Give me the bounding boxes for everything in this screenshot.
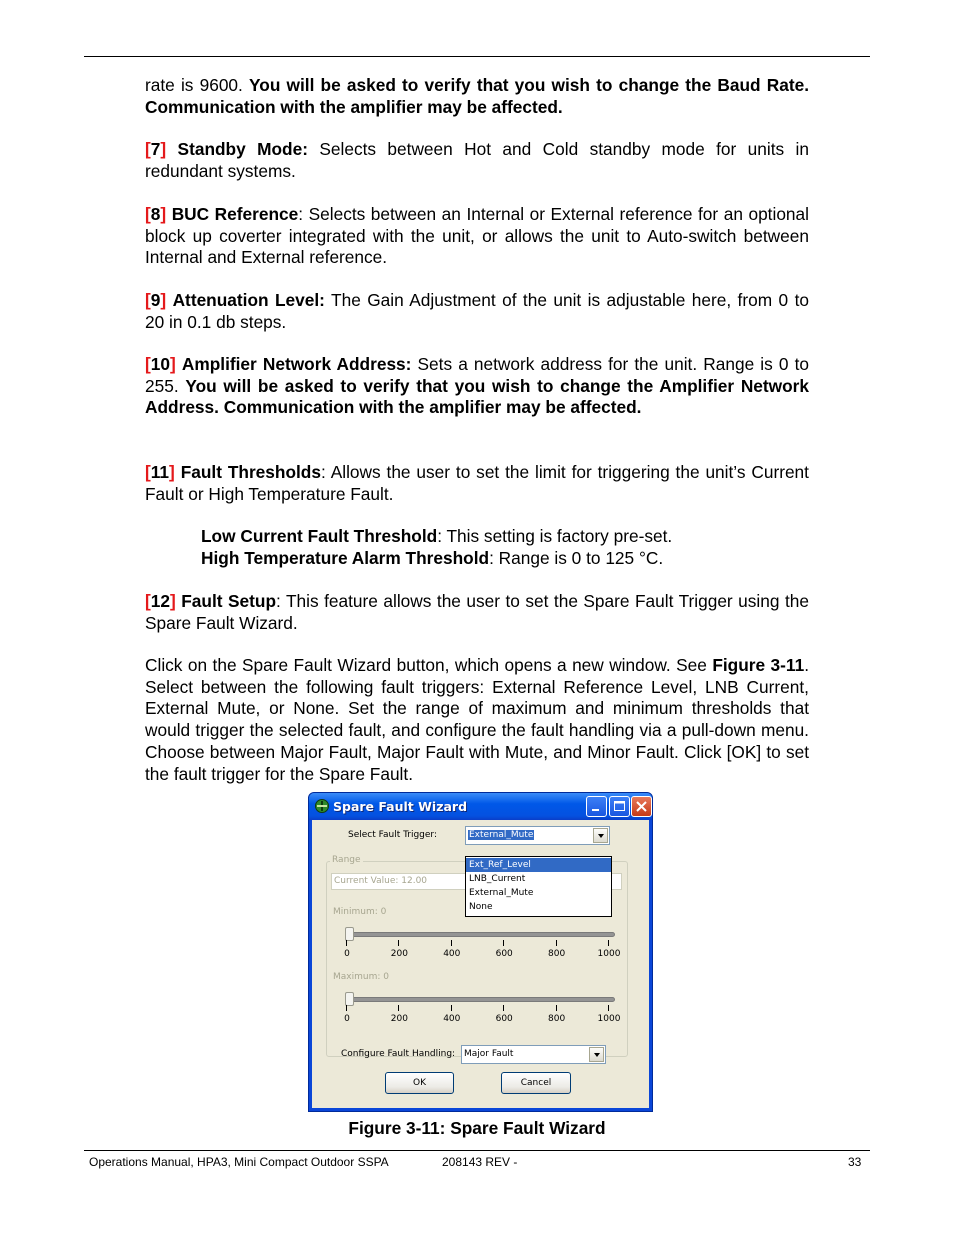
maximum-slider-thumb[interactable]: [345, 992, 354, 1006]
trigger-option[interactable]: External_Mute: [469, 888, 534, 898]
window-title: Spare Fault Wizard: [333, 799, 468, 814]
threshold-list: [145, 526, 865, 569]
paragraph-fault-thresholds: [11] Fault Thresholds: Allows the user to set the limit for triggering the unit’s Current Fault or High Temperature Fault.: [145, 462, 809, 504]
minimum-slider-tick-label: 800: [548, 949, 566, 959]
paragraph-network-address: [10] Amplifier Network Address: Sets a network address for the unit. Range is 0 to 255. You will be asked to verify that you wish to change the Amplifier Network Address. Communication with the amplifier may be affected.: [145, 354, 809, 418]
fault-handling-select[interactable]: [461, 1045, 606, 1064]
footer-document-title: Operations Manual, HPA3, Mini Compact Outdoor SSPA: [89, 1155, 389, 1169]
minimum-slider-tick-label: 1000: [597, 949, 621, 959]
minimum-slider-tick-label: 600: [495, 949, 513, 959]
footer-revision: 208143 REV -: [442, 1155, 518, 1169]
maximum-label: Maximum: 0: [333, 972, 389, 982]
figure-caption: Figure 3-11: Spare Fault Wizard: [348, 1118, 606, 1138]
configure-fault-handling-label: Configure Fault Handling:: [341, 1049, 456, 1059]
maximum-slider-tick-label: 600: [495, 1014, 513, 1024]
minimum-slider-tick: [346, 940, 347, 946]
maximum-slider-tick: [346, 1005, 347, 1011]
minimum-slider-tick: [556, 940, 557, 946]
trigger-option[interactable]: Ext_Ref_Level: [466, 858, 611, 872]
minimum-slider-tick-label: 200: [390, 949, 408, 959]
minimum-slider-thumb[interactable]: [345, 927, 354, 941]
maximum-slider-tick: [451, 1005, 452, 1011]
trigger-option[interactable]: None: [469, 902, 493, 912]
maximum-slider-tick: [608, 1005, 609, 1011]
app-icon: [314, 798, 330, 814]
maximum-slider-track[interactable]: [345, 997, 615, 1002]
paragraph-wizard-instructions: Click on the Spare Fault Wizard button, which opens a new window. See Figure 3-11. Select between the following fault triggers: External Reference Level, LNB Current, External Mute, or None. Set the range of maximum and minimum thresholds that would trigger the selected fault, and configure the fault handling via a pull-down menu. Choose between Major Fault, Major Fault with Mute, and Minor Fault. Click [OK] to set the fault trigger for the Spare Fault.: [145, 655, 809, 784]
fault-trigger-select[interactable]: [465, 826, 610, 845]
chevron-down-icon[interactable]: [589, 1047, 604, 1062]
maximum-slider-tick-label: 400: [443, 1014, 461, 1024]
paragraph-buc-reference: [8] BUC Reference: Selects between an Internal or External reference for an optional block up coverter integrated with the unit, or allows the unit to Auto-switch between Internal and External reference.: [145, 204, 809, 268]
select-fault-trigger-label: Select Fault Trigger:: [348, 830, 437, 840]
chevron-down-icon[interactable]: [593, 828, 608, 843]
minimum-slider-tick: [451, 940, 452, 946]
fault-trigger-value: External_Mute: [469, 830, 534, 840]
minimum-slider-tick: [503, 940, 504, 946]
paragraph-attenuation-level: [9] Attenuation Level: The Gain Adjustment of the unit is adjustable here, from 0 to 20 in 0.1 db steps.: [145, 290, 809, 332]
maximize-button[interactable]: [609, 796, 630, 817]
close-icon: [632, 797, 651, 816]
threshold-high-temperature: High Temperature Alarm Threshold: Range is 0 to 125 °C.: [201, 547, 664, 568]
minimum-slider-tick-label: 400: [443, 949, 461, 959]
spare-fault-wizard-window: [308, 792, 653, 1112]
maximum-slider-tick-label: 0: [344, 1014, 350, 1024]
paragraph-baud-rate: rate is 9600. You will be asked to verify that you wish to change the Baud Rate. Communication with the amplifier may be affected.: [145, 75, 809, 117]
threshold-low-current: Low Current Fault Threshold: This setting is factory pre-set.: [201, 526, 673, 546]
range-label: Range: [332, 855, 361, 865]
minimize-icon: [587, 797, 606, 816]
minimum-slider-tick-label: 0: [344, 949, 350, 959]
paragraph-fault-setup: [12] Fault Setup: This feature allows the user to set the Spare Fault Trigger using the Spare Fault Wizard.: [145, 591, 809, 633]
window-titlebar: [309, 793, 652, 820]
close-button[interactable]: [631, 796, 652, 817]
maximum-slider-tick-label: 1000: [597, 1014, 621, 1024]
minimize-button[interactable]: [586, 796, 607, 817]
header-rule: [84, 56, 870, 57]
minimum-label: Minimum: 0: [333, 907, 387, 917]
fault-handling-value: Major Fault: [464, 1049, 514, 1059]
footer-rule: [84, 1150, 870, 1151]
trigger-option[interactable]: LNB_Current: [469, 874, 526, 884]
ok-button[interactable]: OK: [385, 1072, 454, 1094]
footer-page-number: 33: [848, 1155, 862, 1169]
minimum-slider-track[interactable]: [345, 932, 615, 937]
cancel-button[interactable]: Cancel: [501, 1072, 571, 1094]
maximum-slider-tick: [556, 1005, 557, 1011]
paragraph-standby-mode: [7] Standby Mode: Selects between Hot and Cold standby mode for units in redundant systems.: [145, 139, 809, 181]
current-value-text: Current Value: 12.00: [334, 876, 428, 886]
maximum-slider-tick: [398, 1005, 399, 1011]
maximize-icon: [610, 797, 629, 816]
maximum-slider-tick: [503, 1005, 504, 1011]
minimum-slider-tick: [398, 940, 399, 946]
maximum-slider-tick-label: 800: [548, 1014, 566, 1024]
maximum-slider-tick-label: 200: [390, 1014, 408, 1024]
fault-trigger-dropdown-list: [465, 856, 612, 917]
window-client-area: [312, 820, 649, 1108]
minimum-slider-tick: [608, 940, 609, 946]
